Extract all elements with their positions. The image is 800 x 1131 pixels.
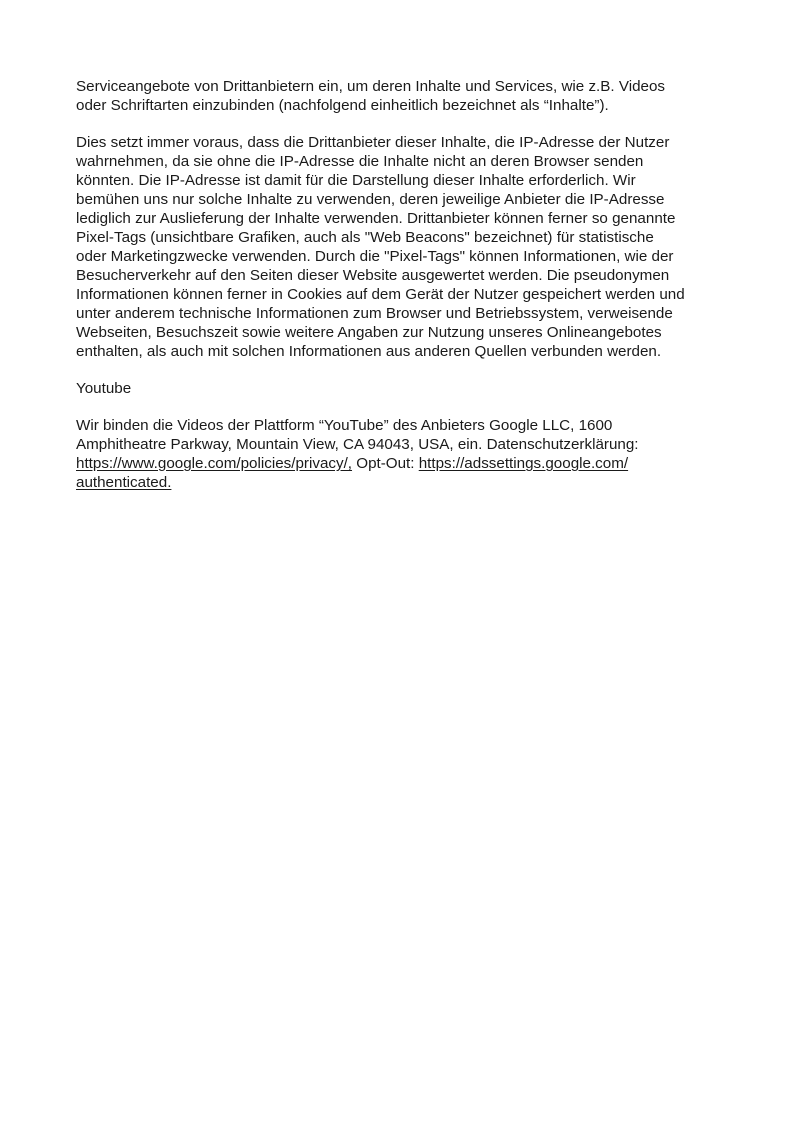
text-line: Dies setzt immer voraus, dass die Drittanbieter dieser Inhalte, die IP-Adresse der Nutzer (76, 134, 670, 151)
text-line: Pixel-Tags (unsichtbare Grafiken, auch als "Web Beacons" bezeichnet) für statistische (76, 229, 654, 246)
text-line: oder Schriftarten einzubinden (nachfolgend einheitlich bezeichnet als “Inhalte”). (76, 97, 609, 114)
paragraph-youtube (76, 416, 736, 492)
text-line: Informationen können ferner in Cookies auf dem Gerät der Nutzer gespeichert werden und (76, 286, 685, 303)
heading-youtube: Youtube (76, 380, 132, 397)
text-line: oder Marketingzwecke verwenden. Durch die "Pixel-Tags" können Informationen, wie der (76, 248, 674, 265)
text-line: Serviceangebote von Drittanbietern ein, um deren Inhalte und Services, wie z.B. Videos (76, 78, 665, 95)
optout-link-continued[interactable]: authenticated. (76, 474, 172, 491)
text-line: unter anderem technische Informationen zum Browser und Betriebssystem, verweisende (76, 305, 673, 322)
text-line: lediglich zur Auslieferung der Inhalte verwenden. Drittanbieter können ferner so genannte (76, 210, 676, 227)
paragraph-third-party-services (76, 77, 736, 115)
text-line: Amphitheatre Parkway, Mountain View, CA 94043, USA, ein. Datenschutzerklärung: (76, 436, 639, 453)
privacy-policy-link[interactable]: https://www.google.com/policies/privacy/, (76, 455, 353, 472)
optout-link[interactable]: https://adssettings.google.com/ (418, 455, 629, 472)
text-line: könnten. Die IP-Adresse ist damit für die Darstellung dieser Inhalte erforderlich. Wir (76, 172, 636, 189)
paragraph-ip-address (76, 133, 736, 361)
text-line: Besucherverkehr auf den Seiten dieser Website ausgewertet werden. Die pseudonymen (76, 267, 670, 284)
text-line-links (76, 473, 736, 492)
text-line: Webseiten, Besuchszeit sowie weitere Angaben zur Nutzung unseres Onlineangebotes (76, 324, 662, 341)
document-page (76, 77, 736, 510)
text-line-links (76, 454, 736, 473)
text-line: Wir binden die Videos der Plattform “YouTube” des Anbieters Google LLC, 1600 (76, 417, 613, 434)
text-line: bemühen uns nur solche Inhalte zu verwenden, deren jeweilige Anbieter die IP-Adresse (76, 191, 665, 208)
text-line: enthalten, als auch mit solchen Informationen aus anderen Quellen verbunden werden. (76, 343, 662, 360)
section-heading-youtube (76, 379, 736, 398)
optout-label: Opt-Out: (352, 455, 419, 472)
text-line: wahrnehmen, da sie ohne die IP-Adresse die Inhalte nicht an deren Browser senden (76, 153, 644, 170)
